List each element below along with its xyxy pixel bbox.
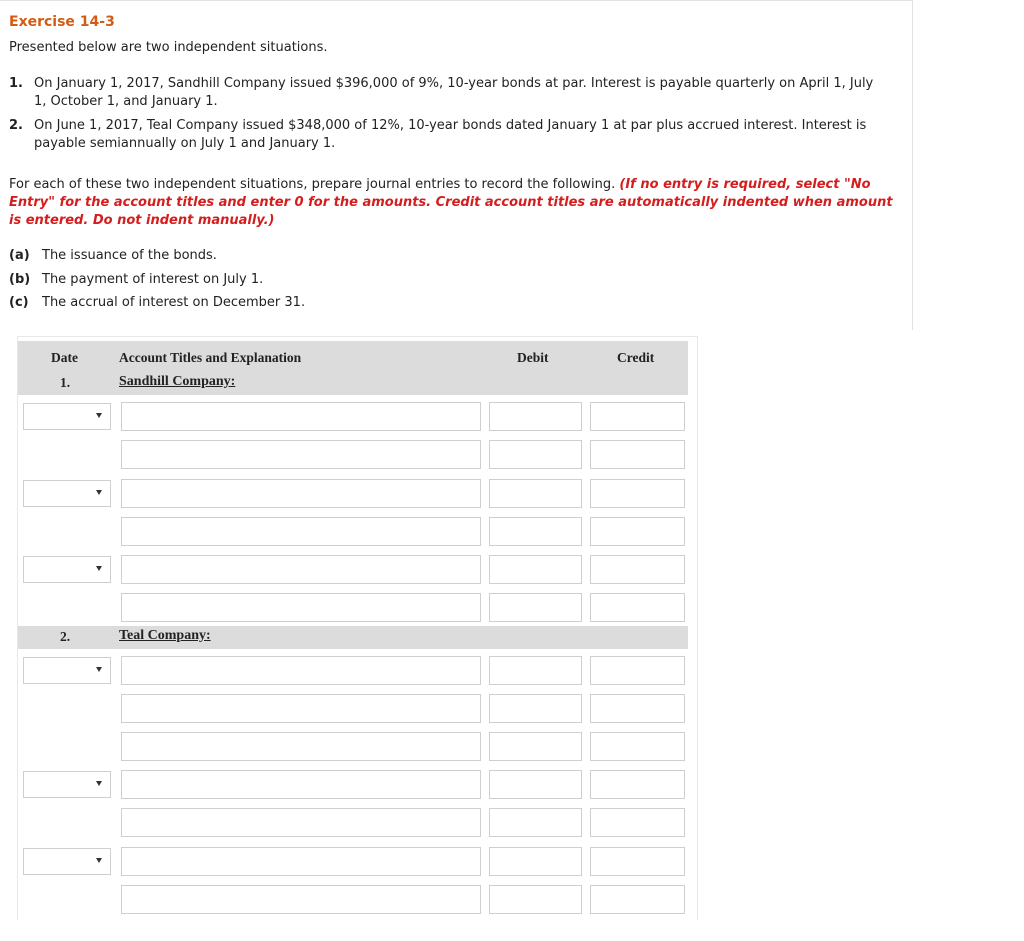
intro-text: Presented below are two independent situations. bbox=[9, 40, 328, 55]
situation-1 bbox=[9, 75, 889, 111]
account-column-header: Account Titles and Explanation bbox=[119, 350, 302, 365]
account-title-input[interactable] bbox=[121, 656, 481, 685]
section-number: 2. bbox=[60, 629, 71, 644]
situation-text: On June 1, 2017, Teal Company issued $348,000 of 12%, 10-year bonds dated January 1 at par plus accrued interest. Interest is payable semiannually on July 1 and January 1. bbox=[34, 118, 867, 151]
situation-number: 1. bbox=[9, 76, 23, 91]
exercise-title: Exercise 14-3 bbox=[9, 14, 115, 30]
section-number: 1. bbox=[60, 375, 71, 390]
date-select[interactable] bbox=[23, 480, 111, 507]
account-title-input[interactable] bbox=[121, 402, 481, 431]
instruction-text: For each of these two independent situations, prepare journal entries to record the following. bbox=[9, 177, 620, 192]
company-label: Sandhill Company: bbox=[119, 374, 236, 389]
credit-input[interactable] bbox=[590, 593, 685, 622]
debit-input[interactable] bbox=[489, 440, 582, 469]
dropdown-arrow-icon bbox=[96, 858, 102, 863]
situation-text: On January 1, 2017, Sandhill Company issued $396,000 of 9%, 10-year bonds at par. Interest is payable quarterly on April 1, July 1, October 1, and January 1. bbox=[34, 76, 874, 109]
requirement-text: The issuance of the bonds. bbox=[42, 248, 217, 263]
dropdown-arrow-icon bbox=[96, 490, 102, 495]
debit-input[interactable] bbox=[489, 517, 582, 546]
credit-input[interactable] bbox=[590, 440, 685, 469]
dropdown-arrow-icon bbox=[96, 413, 102, 418]
debit-input[interactable] bbox=[489, 732, 582, 761]
account-title-input[interactable] bbox=[121, 517, 481, 546]
requirement-b bbox=[9, 272, 263, 287]
account-title-input[interactable] bbox=[121, 593, 481, 622]
problem-panel bbox=[0, 0, 913, 330]
debit-input[interactable] bbox=[489, 808, 582, 837]
requirement-letter: (a) bbox=[9, 248, 30, 263]
account-title-input[interactable] bbox=[121, 808, 481, 837]
credit-input[interactable] bbox=[590, 808, 685, 837]
date-select[interactable] bbox=[23, 657, 111, 684]
debit-input[interactable] bbox=[489, 847, 582, 876]
account-title-input[interactable] bbox=[121, 770, 481, 799]
credit-input[interactable] bbox=[590, 885, 685, 914]
dropdown-arrow-icon bbox=[96, 781, 102, 786]
debit-column-header: Debit bbox=[517, 350, 549, 365]
account-title-input[interactable] bbox=[121, 555, 481, 584]
situation-2 bbox=[9, 117, 889, 153]
credit-input[interactable] bbox=[590, 694, 685, 723]
instructions bbox=[9, 176, 904, 230]
credit-input[interactable] bbox=[590, 656, 685, 685]
dropdown-arrow-icon bbox=[96, 667, 102, 672]
account-title-input[interactable] bbox=[121, 479, 481, 508]
date-select[interactable] bbox=[23, 556, 111, 583]
requirement-letter: (b) bbox=[9, 272, 31, 287]
date-select[interactable] bbox=[23, 848, 111, 875]
instruction-note: (If no entry is required, select "No Entry" for the account titles and enter 0 for the amounts. Credit account titles are automatically indented when amount is entered. Do not indent manually.) bbox=[9, 177, 893, 228]
account-title-input[interactable] bbox=[121, 440, 481, 469]
requirement-letter: (c) bbox=[9, 295, 29, 310]
requirement-text: The payment of interest on July 1. bbox=[42, 272, 264, 287]
debit-input[interactable] bbox=[489, 479, 582, 508]
date-select[interactable] bbox=[23, 771, 111, 798]
credit-input[interactable] bbox=[590, 732, 685, 761]
requirement-a bbox=[9, 248, 217, 263]
credit-input[interactable] bbox=[590, 402, 685, 431]
debit-input[interactable] bbox=[489, 555, 582, 584]
debit-input[interactable] bbox=[489, 402, 582, 431]
date-select[interactable] bbox=[23, 403, 111, 430]
account-title-input[interactable] bbox=[121, 847, 481, 876]
account-title-input[interactable] bbox=[121, 694, 481, 723]
credit-column-header: Credit bbox=[617, 350, 655, 365]
debit-input[interactable] bbox=[489, 885, 582, 914]
credit-input[interactable] bbox=[590, 770, 685, 799]
account-title-input[interactable] bbox=[121, 885, 481, 914]
debit-input[interactable] bbox=[489, 694, 582, 723]
debit-input[interactable] bbox=[489, 770, 582, 799]
situation-number: 2. bbox=[9, 118, 23, 133]
credit-input[interactable] bbox=[590, 847, 685, 876]
dropdown-arrow-icon bbox=[96, 566, 102, 571]
debit-input[interactable] bbox=[489, 656, 582, 685]
requirement-text: The accrual of interest on December 31. bbox=[42, 295, 306, 310]
credit-input[interactable] bbox=[590, 555, 685, 584]
account-title-input[interactable] bbox=[121, 732, 481, 761]
credit-input[interactable] bbox=[590, 517, 685, 546]
credit-input[interactable] bbox=[590, 479, 685, 508]
debit-input[interactable] bbox=[489, 593, 582, 622]
company-label: Teal Company: bbox=[119, 628, 211, 643]
requirement-c bbox=[9, 295, 305, 310]
date-column-header: Date bbox=[51, 350, 78, 365]
